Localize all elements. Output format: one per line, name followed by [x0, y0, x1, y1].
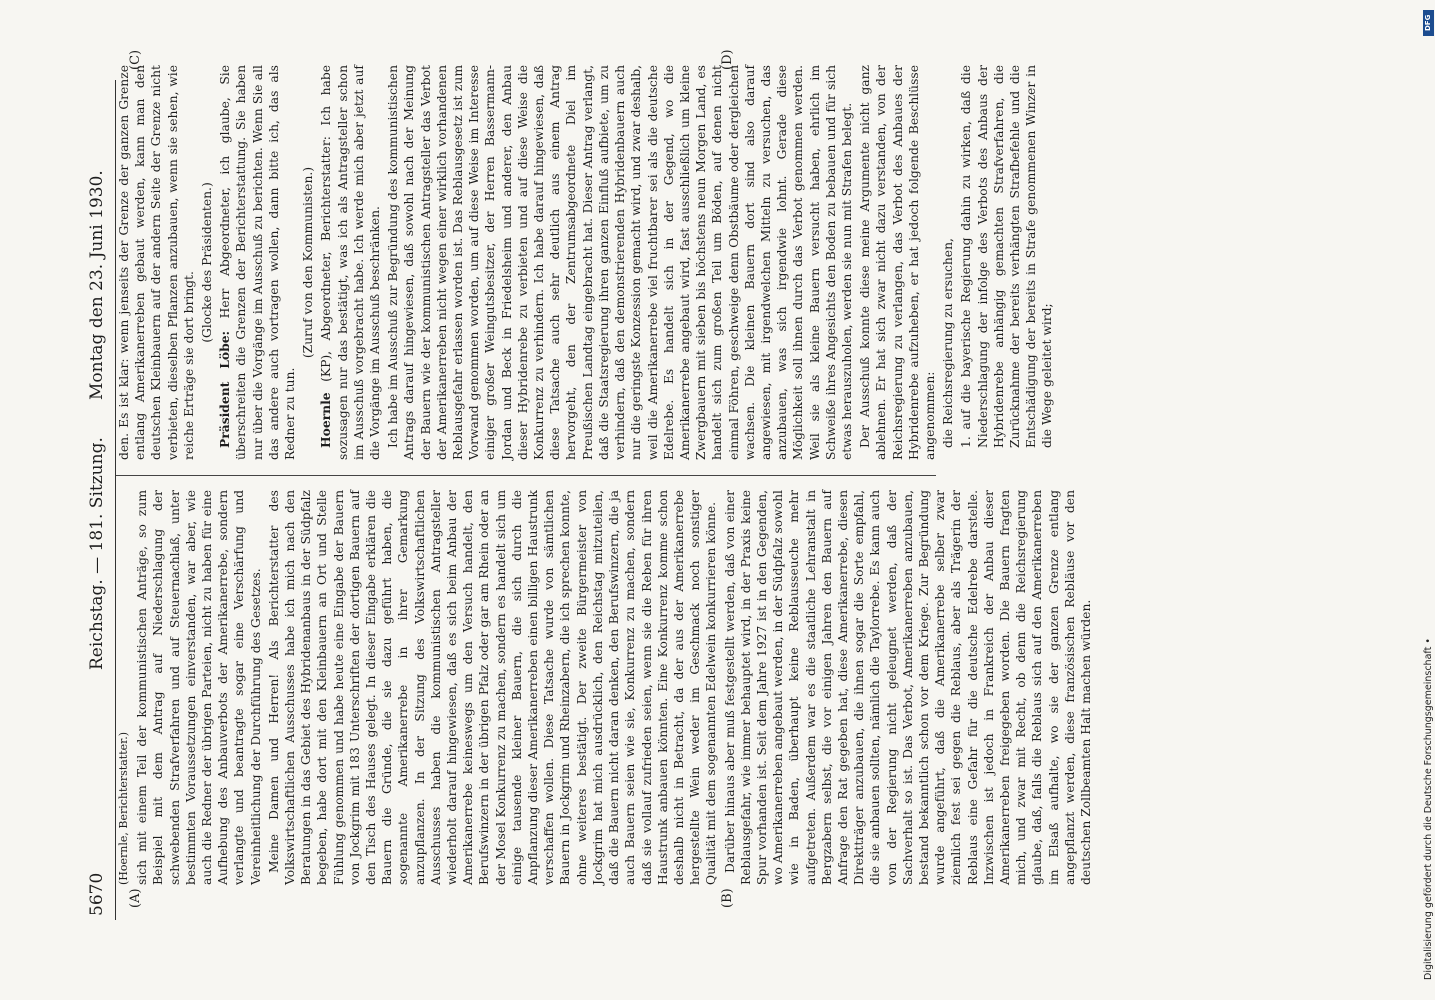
resolution-intro: die Reichsregierung zu ersuchen, [941, 238, 956, 448]
session-date: Montag den 23. Juni 1930. [87, 170, 107, 400]
speaker-name: Hoernle [318, 392, 334, 448]
session-title: Reichstag. — 181. Sitzung. [87, 437, 107, 670]
paragraph: Meine Damen und Herren! Als Berichterstatter des Volkswirtschaftlichen Ausschusses habe ich mich nach den Beratungen in das Gebiet des Hybridenanbaus in der Südpfalz begeben, habe dort mit den Kleinbauern an Ort und Stelle Fühlung genommen und habe heute eine Eingabe der Bauern von Jockgrim mit 183 Unterschriften der dortigen Bauern auf den Tisch des Hauses gelegt. In dieser Eingabe erklären die Bauern die Gründe, die sie dazu geführt haben, die sogenannte Amerikanerrebe in ihrer Gemarkung anzupflanzen. In der Sitzung des Volkswirtschaftlichen Ausschusses haben die kommunistischen Antragsteller wiederholt darauf hingewiesen, daß es sich beim Anbau der Amerikanerrebe keineswegs um den Versuch handelt, den Berufswinzern in der übrigen Pfalz oder gar am Rhein oder an der Mosel Konkurrenz zu machen, sondern es handelt sich um einige tausende kleiner Bauern, die sich durch die Anpflanzung dieser Amerikanerreben einen billigen Haustrunk verschaffen wollen. Diese Tatsache wurde von sämtlichen Bauern in Jockgrim und Rheinzabern, die ich sprechen konnte, ohne weiteres bestätigt. Der zweite Bürgermeister von Jockgrim hat mich ausdrücklich, den Reichstag mitzuteilen, daß die Bauern nicht daran denken, den Berufswinzern, die ja auch Bauern seien wie sie, Konkurrenz zu machen, sondern daß sie vollauf zufrieden seien, wenn sie die Reben für ihren Haustrunk anbauen könnten. Eine Konkurrenz komme schon deshalb nicht in Betracht, da der aus der Amerikanerrebe hergestellte Wein weder im Geschmack noch sonstiger Qualität mit dem sogenannten Edelwein konkurrieren könne. [266, 490, 719, 885]
paragraph: Darüber hinaus aber muß festgestellt werden, daß von einer Reblausgefahr, wie immer behauptet wird, in der Praxis keine Spur vorhanden ist. Seit dem Jahre 1927 ist in den Gegenden, wo Amerikanerreben angebaut werden, in der Südpfalz sowohl wie in Baden, überhaupt keine Reblausseuche mehr aufgetreten. Außerdem war es die staatliche Lehranstalt in Bergzabern selbst, die vor einigen Jahren den Bauern auf Anfrage den Rat gegeben hat, diese Amerikanerrebe, diesen Direktträger anzubauen, die ihnen sogar die Sorte empfahl, die sie anbauen sollten, nämlich die Taylorrebe. Es kann auch von der Regierung nicht geleugnet werden, daß der Sachverhalt so ist. Das Verbot, Amerikanerreben anzubauen, bestand bekanntlich schon vor dem Kriege. Zur Begründung wurde angeführt, daß die Amerikanerrebe selber zwar ziemlich fest sei gegen die Reblaus, aber als Trägerin der Reblaus eine Gefahr für die deutsche Edelrebe darstelle. Inzwischen ist jedoch in Frankreich der Anbau dieser Amerikanerreben freigegeben worden. Die Bauern fragten mich, und zwar mit Recht, ob denn die Reichsregierung glaube, daß, falls die Reblaus sich auf den Amerikanerreben im Elsaß aufhalte, wo sie der ganzen Grenze entlang angepflanzt werden, diese französischen Rebläuse vor den deutschen Zollbeamten Halt machen würden. [722, 490, 1093, 885]
stage-direction: (Glocke des Präsidenten.) [200, 182, 215, 343]
resolution-item: 1. auf die bayerische Regierung dahin zu wirken, daß die Niederschlagung der infolge des Verbots des Anbaus der Hybridenrebe anhängig gemachten Strafverfahren, die Zurücknahme der bereits verhängten Strafbefehle und die Entschädigung der bereits in Strafe genommenen Winzer in die Wege geleitet wird; [959, 65, 1055, 448]
page-number: 5670 [87, 872, 107, 916]
margin-mark-d: (D) [720, 49, 735, 70]
right-column [116, 65, 1055, 460]
paragraph: den. Es ist klar: wenn jenseits der Grenze der ganzen Grenze entlang Amerikanerreben gebaut werden, kann man den deutschen Kleinbauern auf der andern Seite der Grenze nicht verbieten, dieselben Pflanzen anzubauen, wenn sie sehen, wie reiche Erträge sie dort bringt. [117, 65, 196, 460]
statement-text: Herr Abgeordneter, ich glaube, Sie überschreiten die Grenzen der Berichterstattung. Sie haben nur über die Vorgänge im Ausschuß zu berichten. Wenn Sie all das andere auch vortragen wollen, dann bitte ich, das als Redner zu tun. [218, 65, 298, 460]
hoernle-statement [318, 65, 383, 460]
left-column [116, 490, 1093, 885]
column-divider [116, 475, 936, 476]
speaker-name: Präsident Löbe: [217, 330, 233, 448]
margin-mark-a: (A) [128, 888, 143, 908]
paragraph: sich mit einem Teil der kommunistischen Anträge, so zum Beispiel mit dem Antrag auf Niederschlagung der schwebenden Strafverfahren und auf Steuernachlaß, unter bestimmten Voraussetzungen einverstanden, war aber, wie auch die Redner der übrigen Parteien, nicht zu haben für eine Aufhebung des Anbauverbots der Amerikanerrebe, sondern verlangte und beantragte sogar eine Verschärfung und Vereinheitlichung der Durchführung des Gesetzes. [135, 490, 263, 885]
watermark-text: Digitalisierung gefördert durch die Deutsche Forschungsgemeinschaft • [1423, 638, 1434, 980]
margin-mark-b: (B) [720, 888, 735, 908]
paragraph: Der Ausschuß konnte diese meine Argumente nicht ganz ablehnen. Er hat sich zwar nicht dazu verstanden, von der Reichsregierung zu verlangen, das Verbot des Anbaues der Hybridenrebe aufzuheben, er hat jedoch folgende Beschlüsse angenommen: [858, 65, 937, 460]
paragraph: Ich habe im Ausschuß zur Begründung des kommunistischen Antrags darauf hingewiesen, daß sowohl nach der Meinung der Bauern wie der kommunistischen Antragsteller das Verbot der Amerikanerreben nicht wegen einer wirklich vorhandenen Reblausgefahr erlassen worden ist. Das Reblausgesetz ist zum Vorwand genommen worden, um auf diese Weise im Interesse einiger großer Weingutsbesitzer, der Herren Bassermann-Jordan und Beck in Friedelsheim und anderer, den Anbau dieser Hybridenrebe zu verbieten und auf diese Weise die Konkurrenz zu verhindern. Ich habe darauf hingewiesen, daß diese Tatsache auch sehr deutlich aus einem Antrag hervorgeht, den der Zentrumsabgeordnete Diel im Preußischen Landtag eingebracht hat. Dieser Antrag verlangt, daß die Staatsregierung ihren ganzen Einfluß aufbiete, um zu verhindern, daß den demonstrierenden Hybridenbauern auch nur die geringste Konzession gemacht wird, und zwar deshalb, weil die Amerikanerrebe viel fruchtbarer sei als die deutsche Edelrebe. Es handelt sich in der Gegend, wo die Amerikanerrebe angebaut wird, fast ausschließlich um kleine Zwergbauern mit sieben bis höchstens neun Morgen Land, es handelt sich zum großen Teil um Böden, auf denen nicht einmal Föhren, geschweige denn Obstbäume oder dergleichen wachsen. Die kleinen Bauern dort sind also darauf angewiesen, mit irgendwelchen Mitteln zu versuchen, das anzubauen, was sich irgendwie lohnt. Gerade diese Möglichkeit soll ihnen durch das Verbot genommen werden. Weil sie als kleine Bauern versucht haben, ehrlich im Schweiße ihres Angesichts den Boden zu bebauen und für sich etwas herauszuholen, werden sie nun mit Strafen belegt. [386, 65, 854, 460]
dfg-logo: DFG [1423, 10, 1434, 36]
digitization-watermark [1423, 10, 1435, 990]
stage-direction: (Zuruf von den Kommunisten.) [301, 166, 316, 359]
speaker-continuation: (Hoernle, Berichterstatter.) [117, 732, 130, 885]
page-header [83, 80, 116, 920]
statement-text: (KP), Abgeordneter, Berichterstatter: Ich habe sozusagen nur das bestätigt, was ich als Antragsteller schon im Ausschuß vorgebracht habe. Ich werde mich aber jetzt auf die Vorgänge im Ausschuß beschränken. [319, 65, 383, 460]
president-statement [217, 65, 298, 460]
margin-mark-c: (C) [128, 49, 143, 70]
